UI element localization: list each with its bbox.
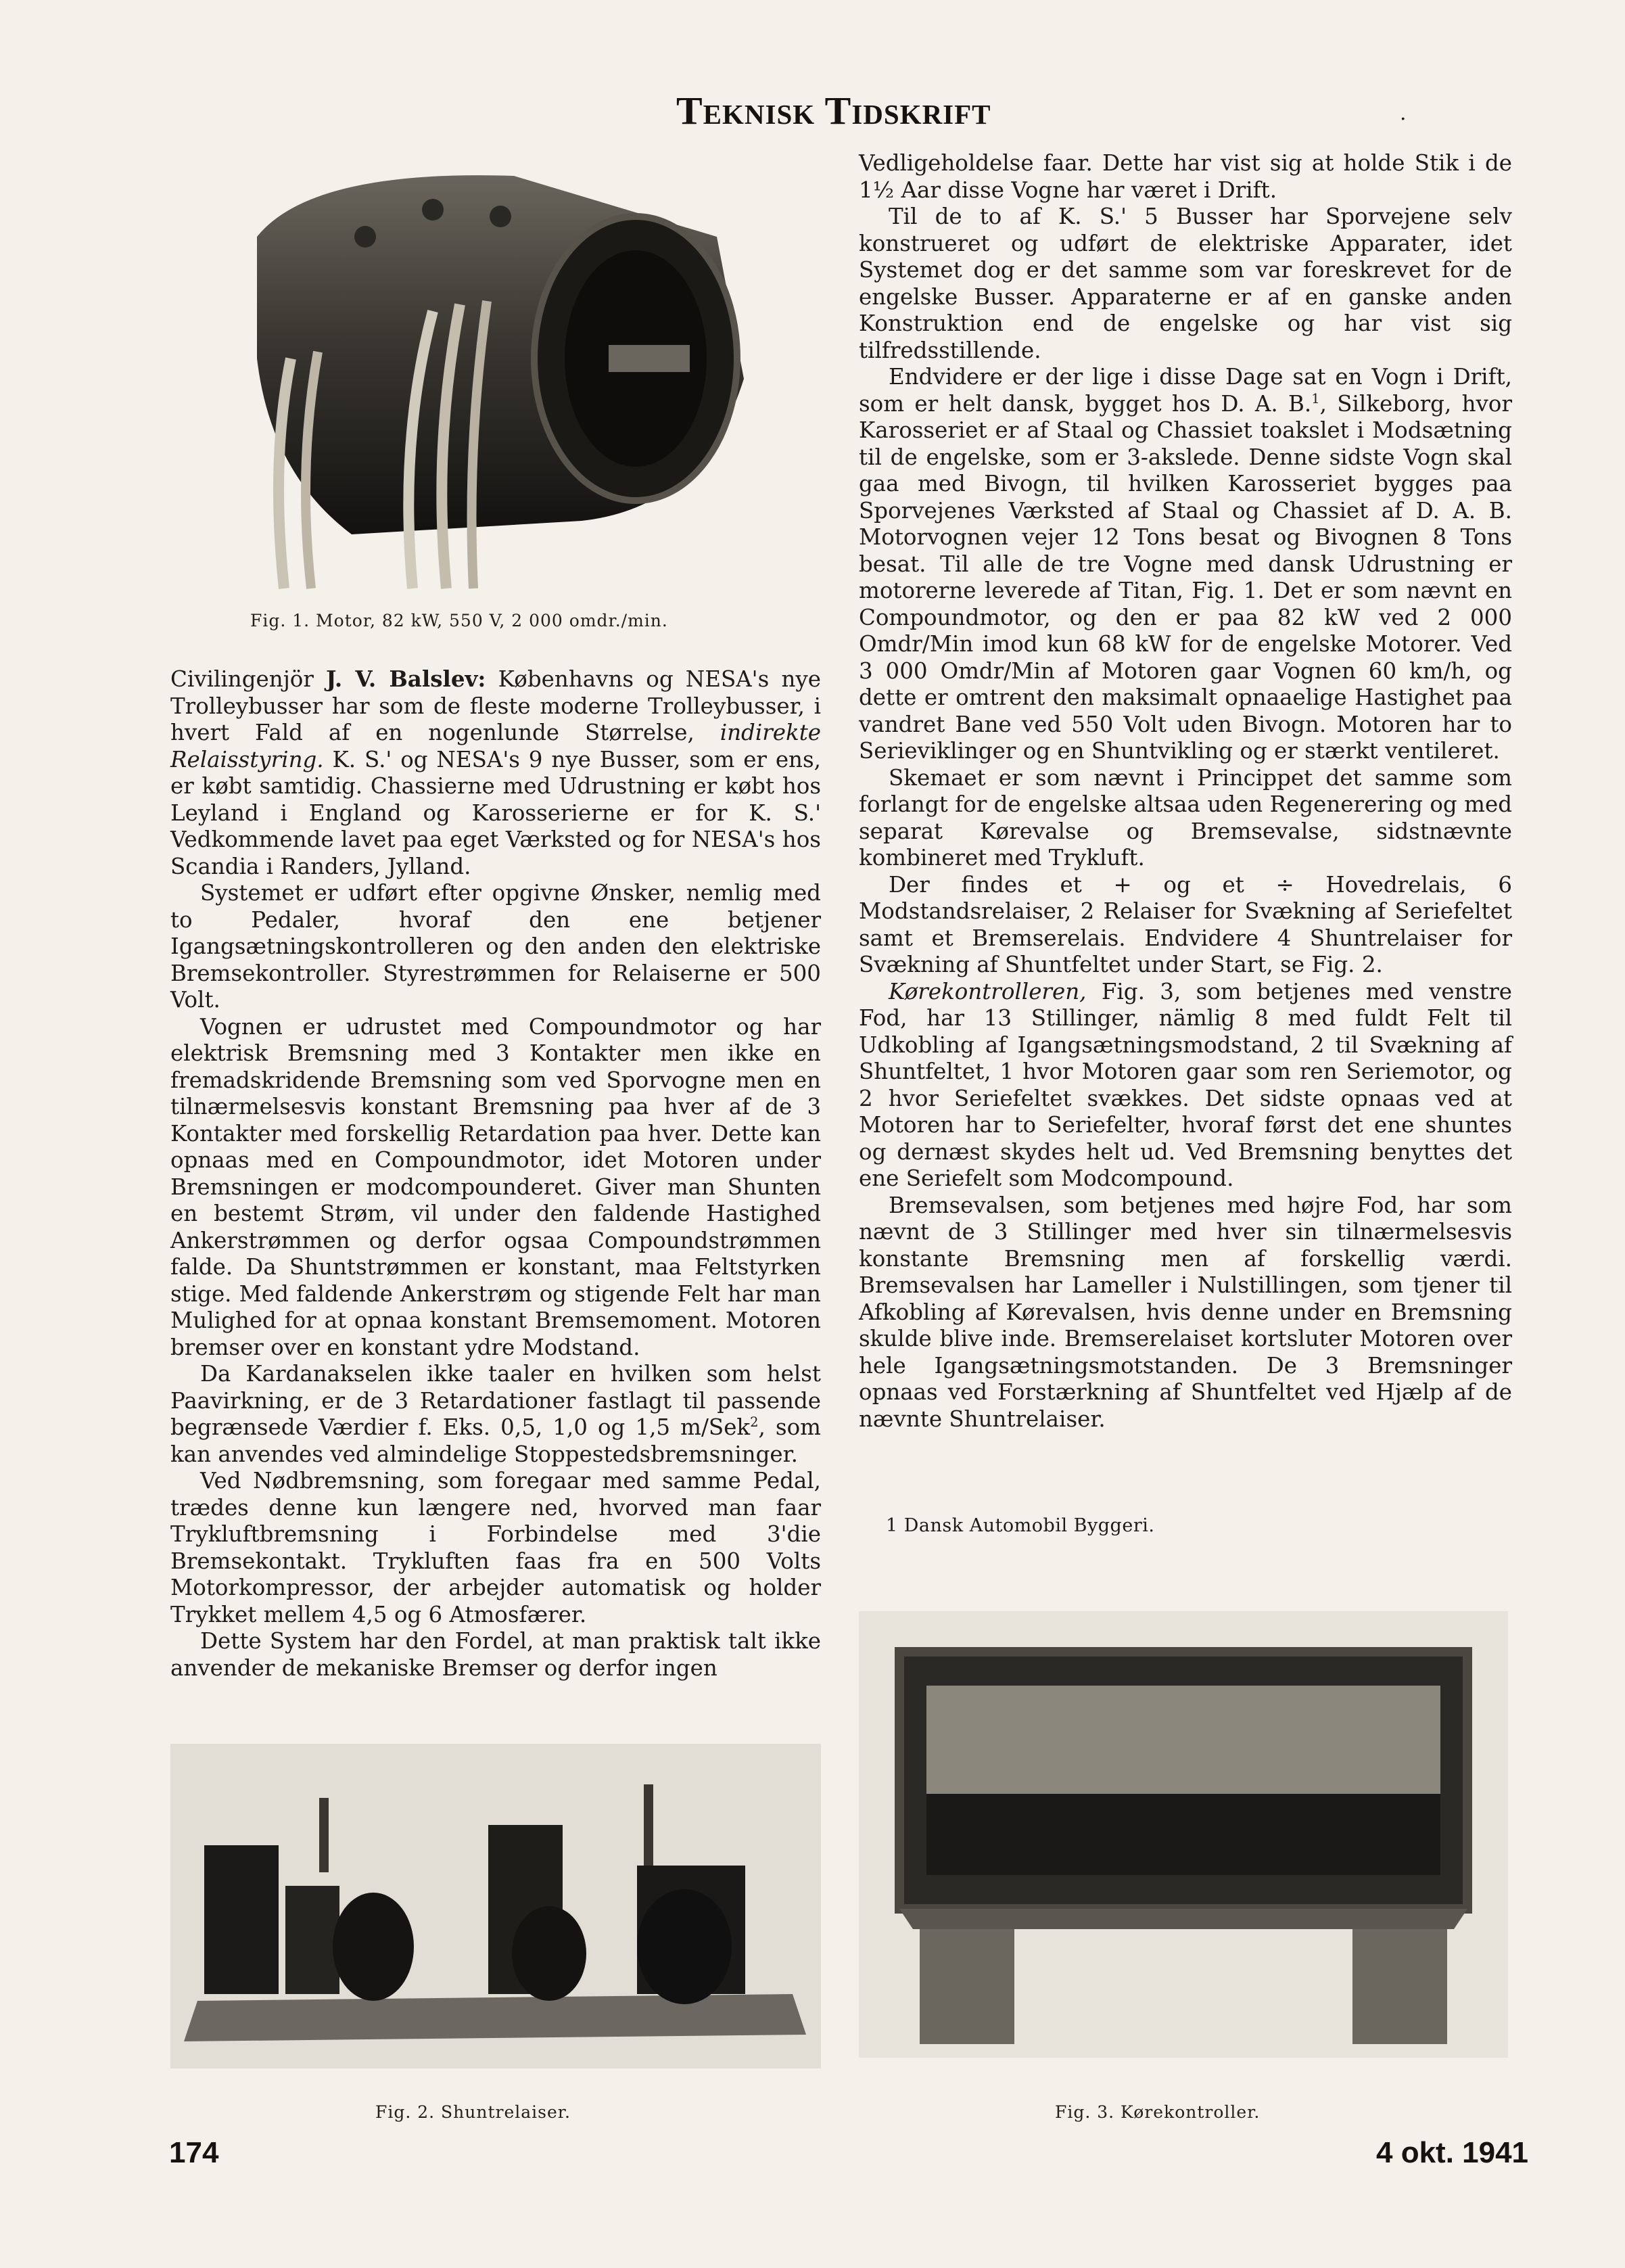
- left-paragraph-3: Vognen er udrustet med Compoundmotor og har elektrisk Bremsning med 3 Kontakter men ikke en fremadskridende Bremsning som ved Sporvogne men en tilnærmelsesvis konstant Bremsning paa hver af de 3 Kontakter med forskellig Retardation paa hver. Dette kan opnaas med en Compoundmotor, idet Motoren under Bremsningen er modcompounderet. Giver man Shunten en bestemt Strøm, vil under den faldende Hastighed Ankerstrømmen og derfor ogsaa Compoundstrømmen falde. Da Shuntstrømmen er konstant, maa Feltstyrken stige. Med faldende Ankerstrøm og stigende Felt har man Mulighed for at opnaa konstant Bremsemoment. Motoren bremser over en konstant ydre Modstand.: [170, 1013, 821, 1360]
- left-paragraph-6: Dette System har den Fordel, at man praktisk talt ikke anvender de mekaniske Bremser og derfor ingen: [170, 1628, 821, 1681]
- right-paragraph-5: Der findes et + og et ÷ Hovedrelais, 6 Modstandsrelaiser, 2 Relaiser for Svækning af Seriefeltet samt et Bremserelais. Endvidere 4 Shuntrelaiser for Svækning af Shuntfeltet under Start, se Fig. 2.: [859, 871, 1512, 977]
- figure-2-caption: Fig. 2. Shuntrelaiser.: [375, 2102, 571, 2122]
- left-paragraph-5: Ved Nødbremsning, som foregaar med samme Pedal, trædes denne kun længere ned, hvorved man faar Trykluftbremsning i Forbindelse med 3'die Bremsekontakt. Trykluften faas fra en 500 Volts Motorkompressor, der arbejder automatisk og holder Trykket mellem 4,5 og 6 Atmosfærer.: [170, 1468, 821, 1627]
- motor-illustration: [230, 156, 764, 602]
- paragraph-lead: Civilingenjör: [170, 666, 314, 692]
- figure-1-motor-photo: [230, 156, 764, 602]
- right-paragraph-7: Bremsevalsen, som betjenes med højre Fod, har som nævnt de 3 Stillinger med hver sin tilnærmelsesvis konstante Bremsning men af forskellig værdi. Bremsevalsen har Lameller i Nulstillingen, som tjener til Afkobling af Kørevalsen, hvis denne under en Bremsning skulde blive inde. Bremserelaiset kortsluter Motoren over hele Igangsætningsmotstanden. De 3 Bremsninger opnaas ved Forstærkning af Shuntfeltet ved Hjælp af de nævnte Shuntrelaiser.: [859, 1192, 1512, 1432]
- figure-3-drive-controller-photo: [859, 1611, 1508, 2058]
- figure-3-caption: Fig. 3. Kørekontroller.: [1055, 2102, 1261, 2122]
- right-paragraph-1: Vedligeholdelse faar. Dette har vist sig at holde Stik i de 1½ Aar disse Vogne har været i Drift.: [859, 150, 1512, 203]
- left-paragraph-2: Systemet er udført efter opgivne Ønsker, nemlig med to Pedaler, hvoraf den ene betjener Igangsætningskontrolleren og den anden den elektriske Bremsekontroller. Styrestrømmen for Relaiserne er 500 Volt.: [170, 880, 821, 1013]
- right-paragraph-4: Skemaet er som nævnt i Princippet det samme som forlangt for de engelske altsaa uden Regenerering og med separat Kørevalse og Bremsevalse, sidstnævnte kombineret med Trykluft.: [859, 764, 1512, 871]
- left-text-column: [170, 666, 821, 1682]
- paragraph-text: Endvidere er der lige i disse Dage sat en Vogn i Drift, som er helt dansk, bygget hos D. A. B.: [859, 364, 1512, 417]
- figure-1-caption: Fig. 1. Motor, 82 kW, 550 V, 2 000 omdr./min.: [250, 611, 668, 630]
- paragraph-text: Da Kardanakselen ikke taaler en hvilken som helst Paavirkning, er de 3 Retardationer fastlagt til passende begrænsede Værdier f. Eks. 0,5, 1,0 og 1,5 m/Sek: [170, 1361, 821, 1440]
- figure-2-shunt-relays-photo: [170, 1744, 821, 2068]
- left-paragraph-4: [170, 1361, 821, 1468]
- controller-illustration: [859, 1611, 1508, 2058]
- paragraph-text: Fig. 3, som betjenes med venstre Fod, har 13 Stillinger, nämlig 8 med fuldt Felt til Udkobling af Igangsætningsmodstand, 2 til Svækning af Shuntfeltet, 1 hvor Motoren gaar som ren Seriemotor, og 2 hvor Seriefeltet svækkes. Det sidste opnaas ved at Motoren har to Seriefelter, hvoraf først det ene shuntes og dernæst skydes helt ud. Ved Bremsning benyttes det ene Seriefelt som Modcompound.: [859, 978, 1512, 1191]
- footnote: 1 Dansk Automobil Byggeri.: [886, 1515, 1155, 1536]
- right-paragraph-3: [859, 364, 1512, 765]
- superscript: 2: [750, 1414, 759, 1431]
- right-paragraph-6: [859, 979, 1512, 1193]
- journal-masthead: Teknisk Tidskrift: [676, 89, 991, 133]
- page-number: 174: [169, 2136, 219, 2169]
- footnote-ref: 1: [1311, 390, 1320, 407]
- relay-illustration: [170, 1744, 821, 2068]
- right-text-column: [859, 150, 1512, 1433]
- right-paragraph-2: Til de to af K. S.' 5 Busser har Sporvejene selv konstrueret og udført de elektriske Apparater, idet Systemet dog er det samme som var foreskrevet for de engelske Busser. Apparaterne er af en ganske anden Konstruktion end de engelske og har vist sig tilfredsstillende.: [859, 204, 1512, 363]
- masthead-mark: .: [1400, 101, 1407, 125]
- author-name: J. V. Balslev:: [326, 666, 486, 692]
- issue-date: 4 okt. 1941: [1376, 2136, 1529, 2169]
- paragraph-text: K. S.' og NESA's 9 nye Busser, som er ens, er købt samtidig. Chassierne med Udrustning er købt hos Leyland i England og Karosserierne er for K. S.' Vedkommende lavet paa eget Værksted og for NESA's hos Scandia i Randers, Jylland.: [170, 746, 821, 879]
- paragraph-text: , som kan anvendes ved almindelige Stoppestedsbremsninger.: [170, 1414, 821, 1467]
- paragraph-text: , Silkeborg, hvor Karosseriet er af Staal og Chassiet toakslet i Modsætning til de engelske, som er 3-akslede. Denne sidste Vogn skal gaa med Bivogn, til hvilken Karosseriet bygges paa Sporvejenes Værksted af Staal og Chassiet af D. A. B. Motorvognen vejer 12 Tons besat og Bivognen 8 Tons besat. Til alle de tre Vogne med dansk Udrustning er motorerne leverede af Titan, Fig. 1. Det er som nævnt en Compoundmotor, og den er paa 82 kW ved 2 000 Omdr/Min imod kun 68 kW for de engelske Motorer. Ved 3 000 Omdr/Min af Motoren gaar Vognen 60 km/h, og dette er omtrent den maksimalt opnaaelige Hastighet paa vandret Bane ved 550 Volt uden Bivogn. Motoren har to Serieviklinger og en Shuntvikling og er stærkt ventileret.: [859, 390, 1512, 764]
- emphasis-term: indirekte Relaisstyring.: [170, 720, 821, 772]
- emphasis-term: Kørekontrolleren,: [889, 978, 1087, 1004]
- paragraph-text: Københavns og NESA's nye Trolleybusser har som de fleste moderne Trolleybusser, i hvert Fald af en nogenlunde Størrelse,: [170, 666, 821, 745]
- left-paragraph-1: [170, 666, 821, 880]
